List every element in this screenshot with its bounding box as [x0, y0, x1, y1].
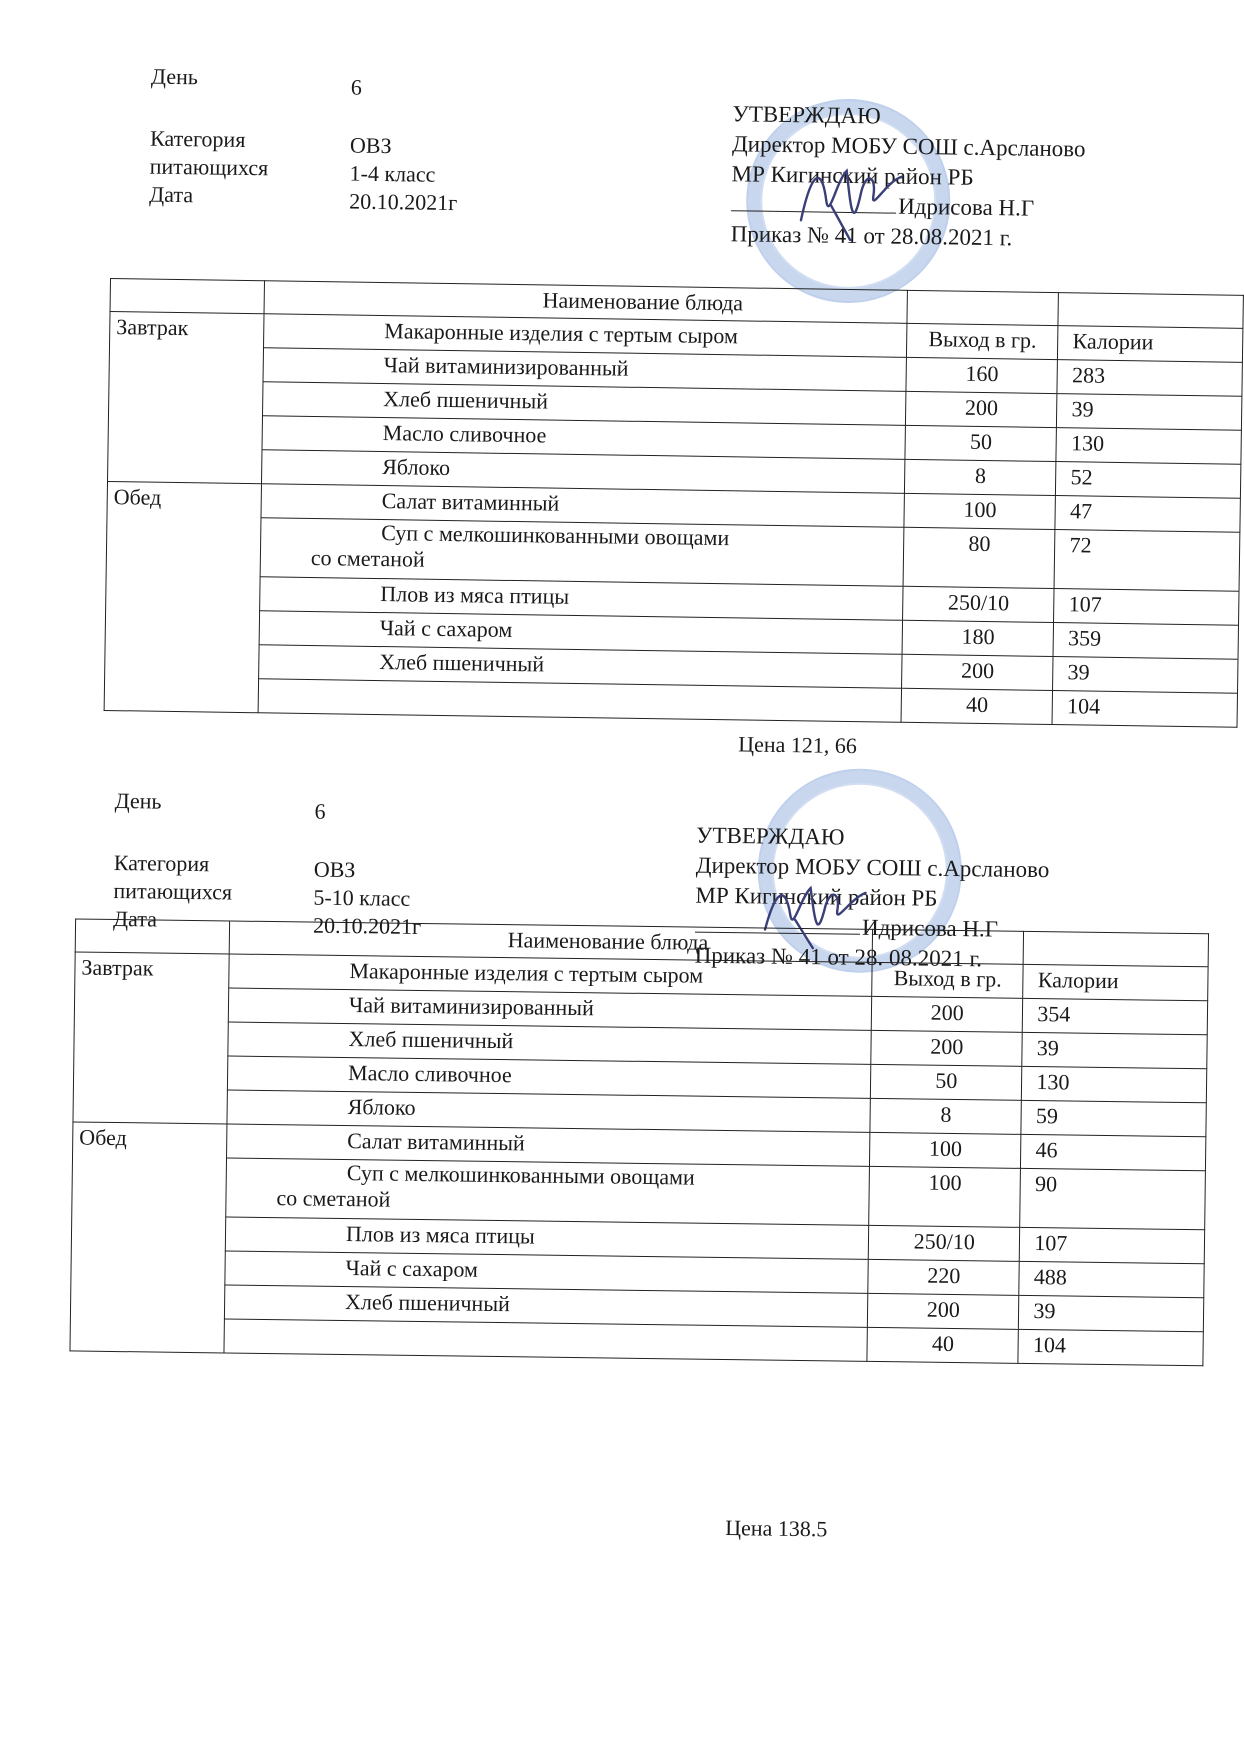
price-label: Цена 121, 66 — [738, 731, 858, 759]
approve-position: Директор МОБУ СОШ с.Арсланово — [695, 852, 1050, 883]
output-cell: 250/10 — [903, 586, 1055, 622]
output-cell: 200 — [906, 391, 1058, 427]
calories-header-cell: Калории — [1058, 326, 1243, 363]
calories-cell: 59 — [1021, 1100, 1206, 1136]
dish-cell: Макаронные изделия с тертым сыром — [263, 314, 907, 358]
output-cell: 40 — [867, 1327, 1019, 1363]
output-cell: 50 — [905, 425, 1057, 461]
output-cell: 100 — [869, 1166, 1021, 1227]
dish-line-1: Суп с мелкошинкованными овощами — [346, 1160, 695, 1190]
category-label-line-2: питающихся — [113, 877, 233, 905]
meal-breakfast: Завтрак — [73, 952, 229, 1124]
calories-cell: 130 — [1022, 1066, 1207, 1102]
class-value: 1-4 класс — [349, 160, 436, 187]
output-cell: 8 — [870, 1098, 1022, 1134]
output-cell: 8 — [905, 459, 1057, 495]
dish-cell — [226, 1158, 870, 1225]
dish-cell: Чай витаминизированный — [263, 348, 907, 392]
class-value: 5-10 класс — [313, 884, 411, 911]
output-cell: 200 — [871, 996, 1023, 1032]
output-cell: 40 — [901, 688, 1053, 724]
calories-cell: 359 — [1053, 623, 1238, 660]
approve-signer: Идрисова Н.Г — [861, 914, 999, 942]
day-value: 6 — [350, 74, 363, 100]
calories-cell: 39 — [1057, 394, 1242, 431]
date-label: Дата — [112, 905, 158, 932]
approve-district: МР Кигинский район РБ — [695, 882, 938, 911]
output-cell: 220 — [868, 1259, 1020, 1295]
calories-cell: 90 — [1020, 1168, 1205, 1229]
dish-cell: Хлеб пшеничный — [228, 1022, 872, 1064]
calories-cell: 39 — [1019, 1295, 1204, 1331]
meal-header — [110, 279, 264, 314]
calories-cell: 52 — [1056, 462, 1241, 499]
menu-table — [69, 918, 1209, 1366]
price-label: Цена 138.5 — [725, 1515, 828, 1542]
calories-cell: 72 — [1054, 530, 1239, 592]
date-value: 20.10.2021г — [312, 912, 422, 939]
dish-cell: Хлеб пшеничный — [259, 645, 903, 689]
approve-order: Приказ № 41 от 28. 08.2021 г. — [694, 942, 983, 972]
output-cell: 180 — [902, 620, 1054, 656]
menu-table — [104, 278, 1244, 728]
output-cell: 80 — [903, 527, 1055, 588]
output-header-cell: Выход в гр. — [872, 962, 1024, 998]
day-value: 6 — [314, 798, 326, 824]
dish-cell: Хлеб пшеничный — [262, 382, 906, 426]
output-header — [907, 290, 1059, 325]
dish-header: Наименование блюда — [264, 281, 908, 324]
meal-header — [75, 919, 229, 954]
date-value: 20.10.2021г — [349, 188, 458, 216]
output-cell: 50 — [871, 1064, 1023, 1100]
day-label: День — [114, 787, 162, 814]
meal-breakfast: Завтрак — [108, 312, 264, 484]
approve-title: УТВЕРЖДАЮ — [732, 101, 881, 129]
category-label-line-1: Категория — [149, 125, 246, 152]
menu-block — [0, 0, 1244, 797]
output-cell: 100 — [870, 1132, 1022, 1168]
menu-block — [0, 789, 1211, 1585]
approve-signer: Идрисова Н.Г — [897, 193, 1035, 221]
calories-cell: 354 — [1023, 998, 1208, 1034]
category-label — [149, 125, 269, 211]
dish-cell: Чай с сахаром — [225, 1251, 869, 1293]
dish-cell: Чай с сахаром — [259, 611, 903, 655]
calories-header-cell: Калории — [1023, 964, 1208, 1000]
output-cell: 160 — [906, 357, 1058, 393]
approve-order: Приказ № 41 от 28.08.2021 г. — [730, 221, 1013, 251]
handwritten-signature-icon — [791, 150, 932, 242]
category-label-line-1: Категория — [113, 849, 210, 877]
dish-cell: Масло сливочное — [262, 416, 906, 460]
dish-cell: Плов из мяса птицы — [260, 577, 904, 621]
meal-lunch: Обед — [70, 1122, 227, 1353]
dish-cell: Салат витаминный — [226, 1124, 870, 1166]
dish-cell: Макаронные изделия с тертым сыром — [229, 954, 873, 996]
dish-cell — [224, 1319, 868, 1361]
calories-cell: 104 — [1052, 691, 1237, 728]
output-header — [872, 929, 1024, 964]
calories-cell: 488 — [1019, 1261, 1204, 1297]
output-header-cell: Выход в гр. — [907, 323, 1059, 359]
dish-header: Наименование блюда — [229, 921, 873, 962]
dish-cell: Масло сливочное — [227, 1056, 871, 1098]
approve-position: Директор МОБУ СОШ с.Арсланово — [731, 131, 1086, 162]
approve-title: УТВЕРЖДАЮ — [696, 822, 845, 850]
calories-header — [1023, 931, 1208, 966]
dish-line-2: со сметаной — [310, 545, 425, 572]
calories-cell: 39 — [1053, 657, 1238, 694]
approve-district: МР Кигинский район РБ — [731, 161, 974, 190]
output-cell: 200 — [868, 1293, 1020, 1329]
category-value: ОВЗ — [313, 856, 356, 883]
category-value: ОВЗ — [349, 132, 392, 159]
dish-cell — [260, 518, 904, 587]
dish-line-2: со сметаной — [276, 1185, 391, 1212]
dish-cell: Чай витаминизированный — [228, 988, 872, 1030]
day-label: День — [150, 63, 199, 90]
output-cell: 100 — [904, 493, 1056, 529]
dish-cell: Яблоко — [261, 450, 905, 494]
category-values — [349, 132, 458, 218]
calories-cell: 107 — [1020, 1227, 1205, 1263]
dish-cell: Хлеб пшеничный — [224, 1285, 868, 1327]
calories-cell: 107 — [1054, 589, 1239, 626]
calories-cell: 104 — [1018, 1329, 1203, 1365]
output-cell: 250/10 — [868, 1225, 1020, 1261]
dish-cell: Яблоко — [227, 1090, 871, 1132]
category-label-line-2: питающихся — [149, 153, 269, 181]
date-label: Дата — [149, 181, 194, 208]
calories-header — [1058, 293, 1243, 329]
calories-cell: 39 — [1022, 1032, 1207, 1068]
dish-line-1: Суп с мелкошинкованными овощами — [381, 520, 730, 551]
dish-cell: Салат витаминный — [261, 484, 905, 528]
calories-cell: 46 — [1021, 1134, 1206, 1170]
dish-cell: Плов из мяса птицы — [225, 1217, 869, 1259]
calories-cell: 47 — [1055, 496, 1240, 533]
output-cell: 200 — [871, 1030, 1023, 1066]
calories-cell: 283 — [1057, 360, 1242, 397]
calories-cell: 130 — [1056, 428, 1241, 465]
meal-lunch: Обед — [104, 481, 261, 712]
output-cell: 200 — [902, 654, 1054, 690]
